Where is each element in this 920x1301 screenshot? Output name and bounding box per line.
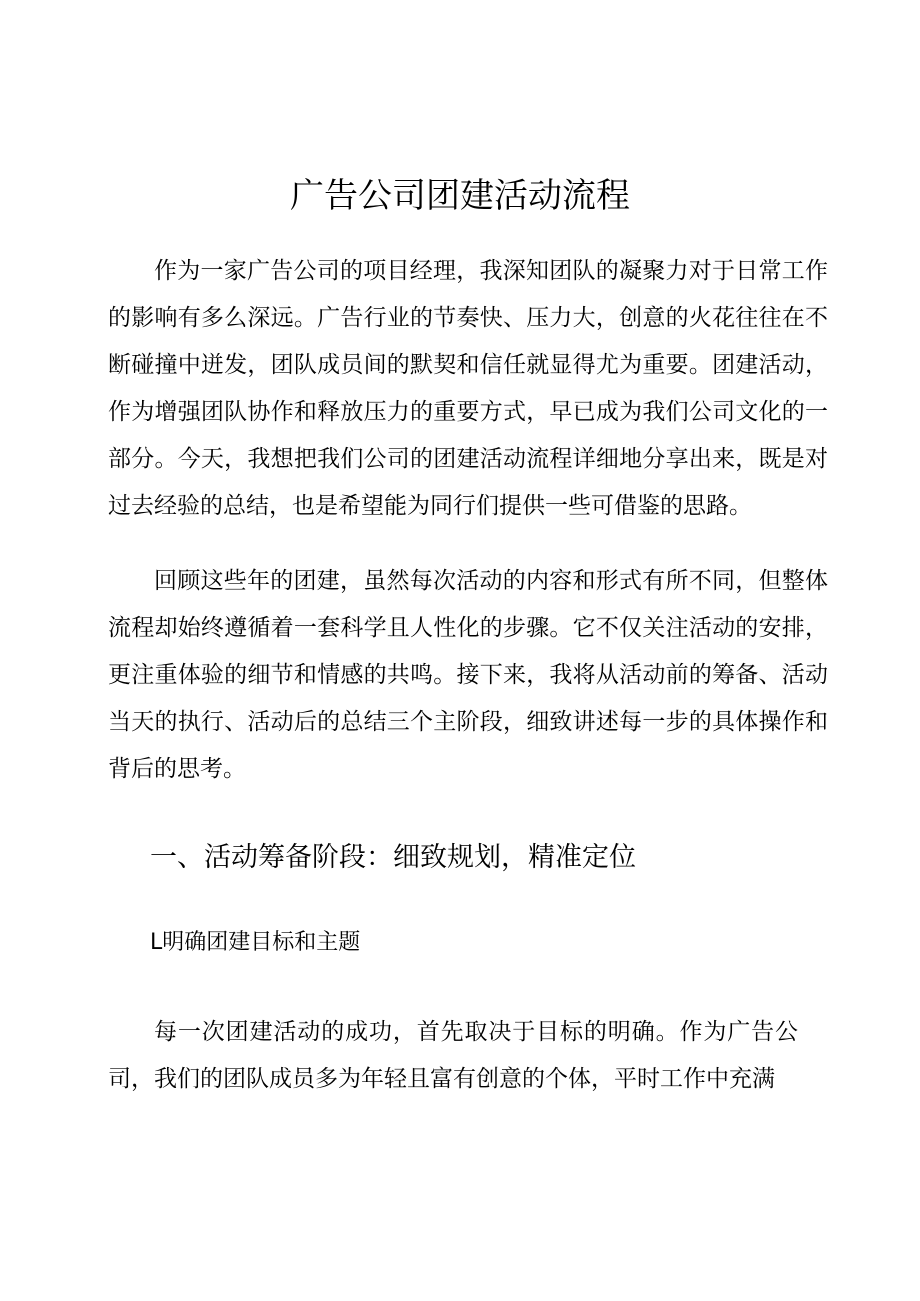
document-title: 广告公司团建活动流程 [290, 176, 630, 216]
overview-paragraph: 回顾这些年的团建，虽然每次活动的内容和形式有所不同，但整体流程却始终遵循着一套科学且人性化的步骤。它不仅关注活动的安排，更注重体验的细节和情感的共鸣。接下来，我将从活动前的筹备、活动当天的执行、活动后的总结三个主阶段，细致讲述每一步的具体操作和背后的思考。 [108, 568, 828, 782]
intro-paragraph: 作为一家广告公司的项目经理，我深知团队的凝聚力对于日常工作的影响有多么深远。广告行业的节奏快、压力大，创意的火花往往在不断碰撞中迸发，团队成员间的默契和信任就显得尤为重要。团建活动，作为增强团队协作和释放压力的重要方式，早已成为我们公司文化的一部分。今天，我想把我们公司的团建活动流程详细地分享出来，既是对过去经验的总结，也是希望能为同行们提供一些可借鉴的思路。 [108, 258, 828, 519]
subsection-paragraph: 每一次团建活动的成功，首先取决于目标的明确。作为广告公司，我们的团队成员多为年轻且富有创意的个体，平时工作中充满 [108, 1019, 798, 1092]
subsection-heading: L明确团建目标和主题 [150, 930, 361, 955]
section-heading: 一、活动筹备阶段：细致规划，精准定位 [150, 842, 636, 873]
